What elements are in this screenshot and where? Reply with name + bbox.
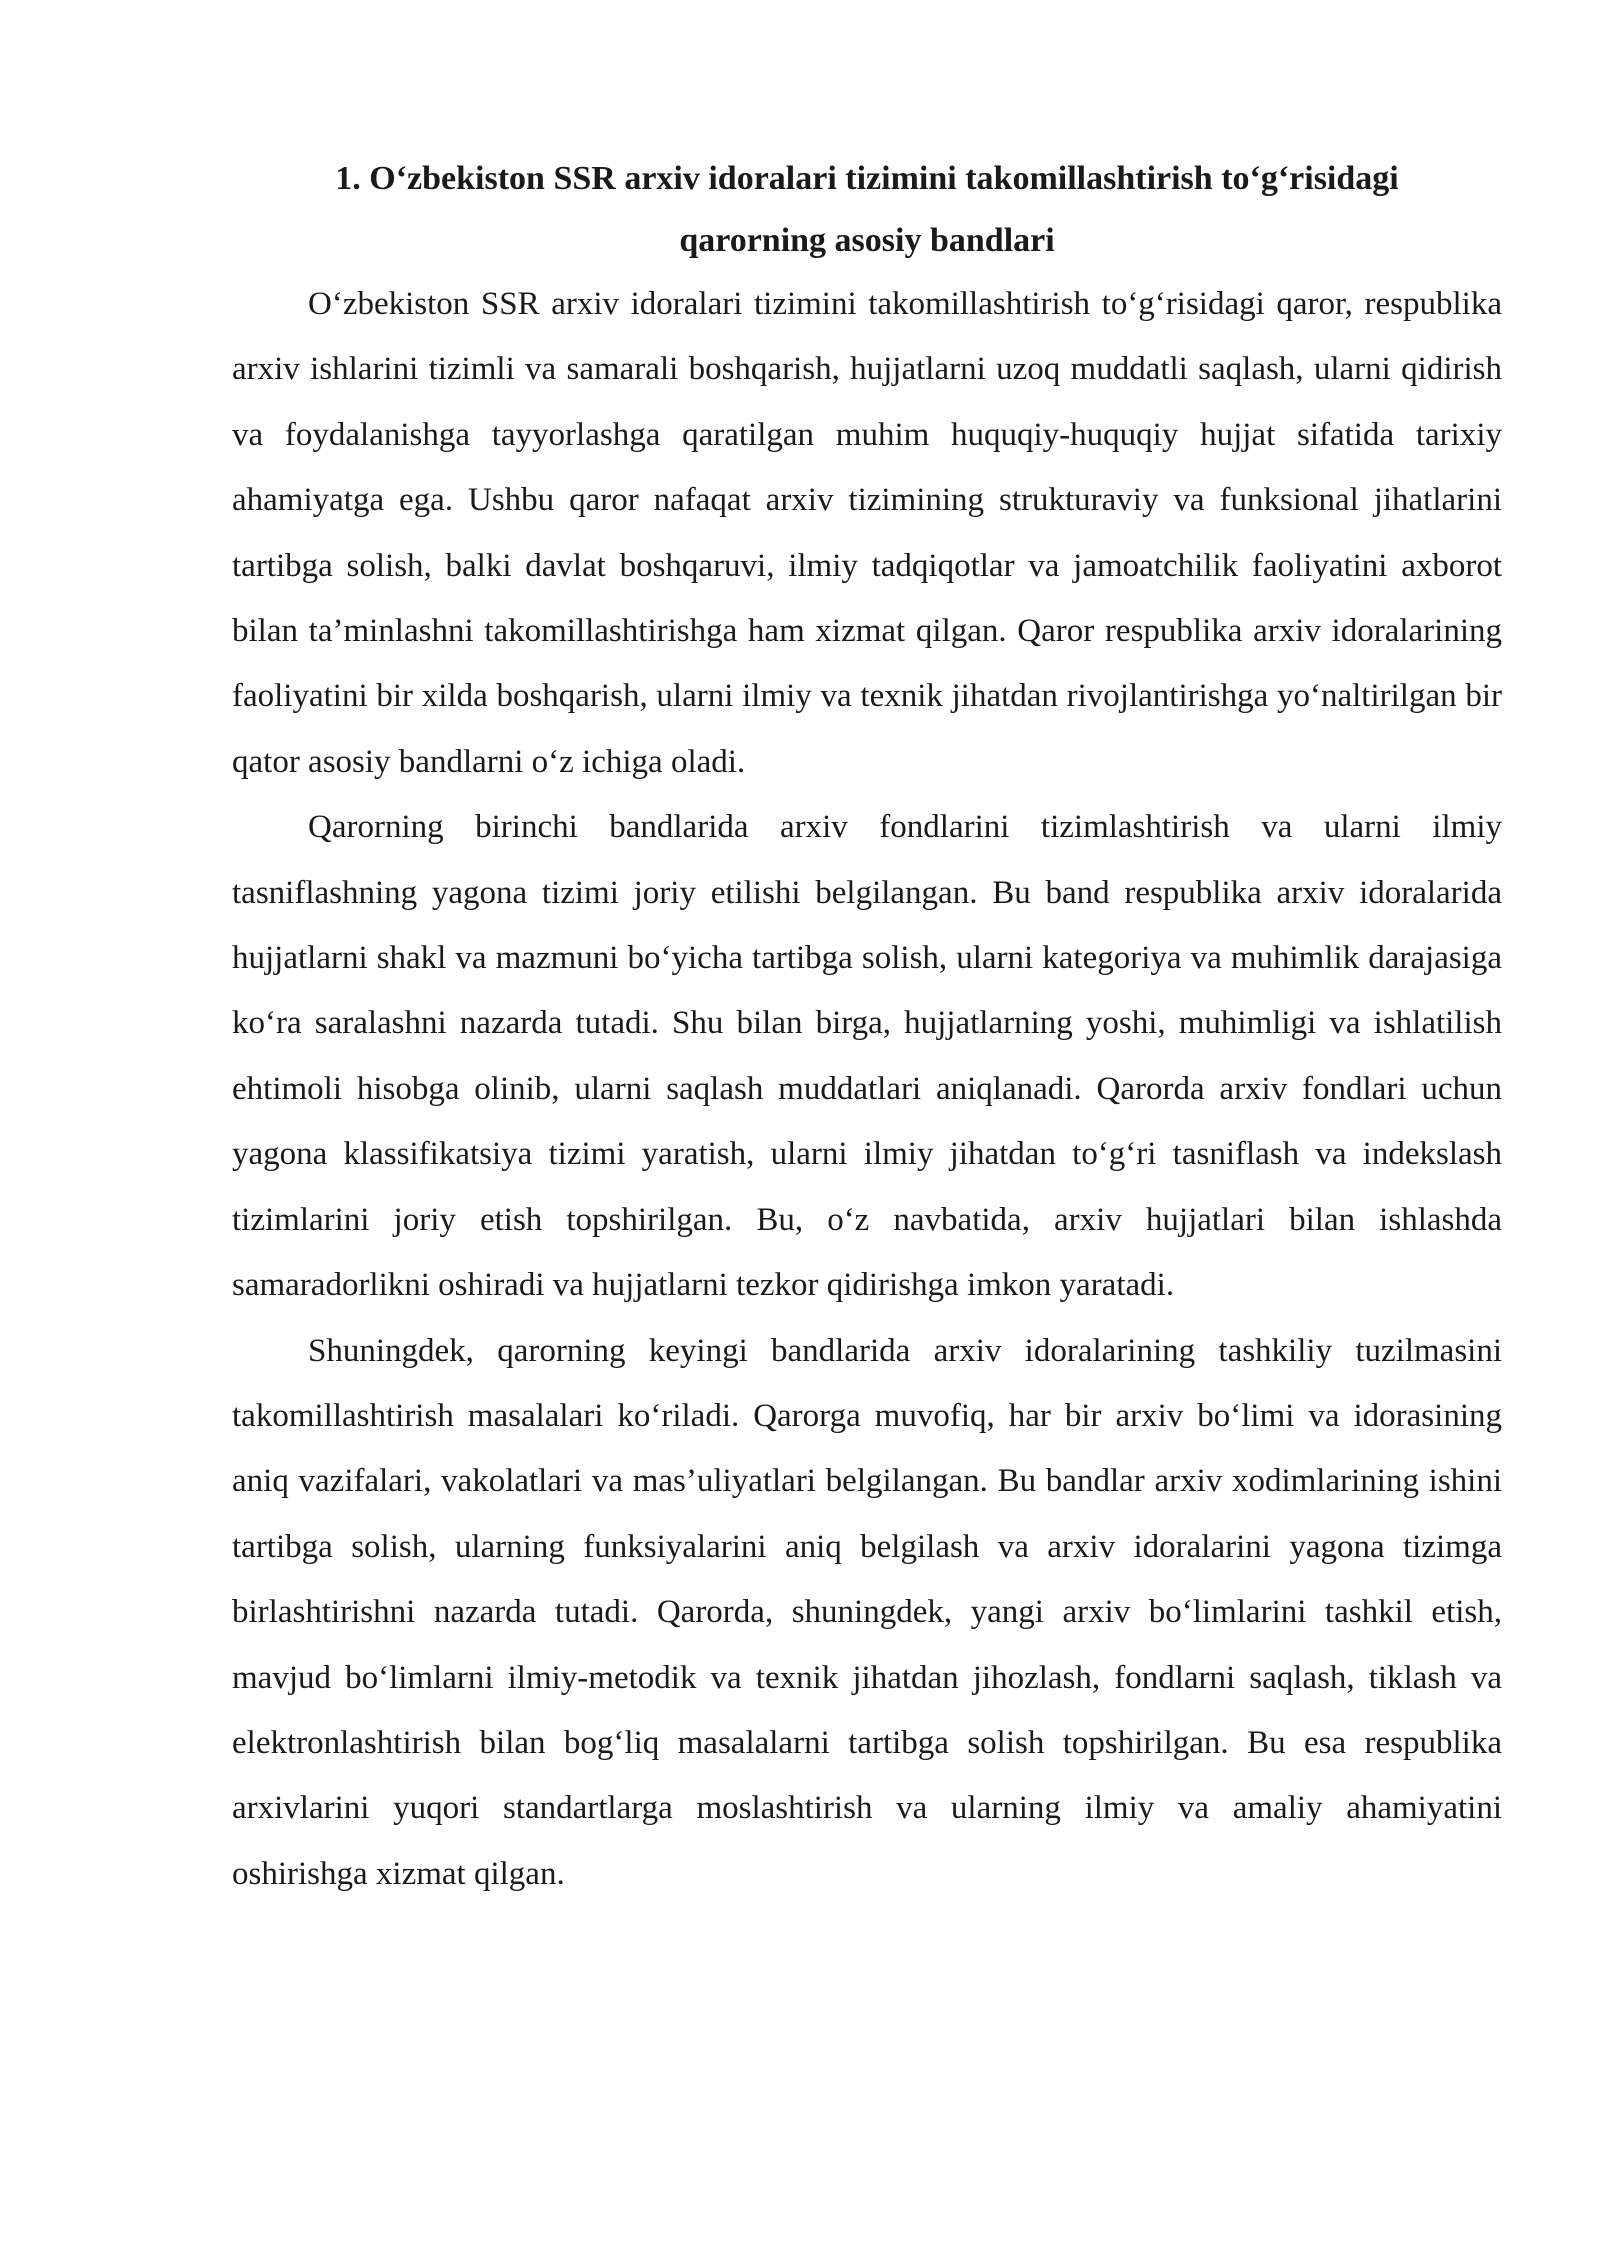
section-title-line-1: 1. O‘zbekiston SSR arxiv idoralari tizimini takomillashtirish to‘g‘risidagi — [335, 160, 1399, 197]
section-title — [232, 148, 1502, 272]
paragraph-1: O‘zbekiston SSR arxiv idoralari tizimini takomillashtirish to‘g‘risidagi qaror, respublika arxiv ishlarini tizimli va samarali boshqarish, hujjatlarni uzoq muddatli saqlash, ularni qidirish va foydalanishga tayyorlashga qaratilgan muhim huquqiy-huquqiy hujjat sifatida tarixiy ahamiyatga ega. Ushbu qaror nafaqat arxiv tizimining strukturaviy va funksional jihatlarini tartibga solish, balki davlat boshqaruvi, ilmiy tadqiqotlar va jamoatchilik faoliyatini axborot bilan ta’minlashni takomillashtirishga ham xizmat qilgan. Qaror respublika arxiv idoralarining faoliyatini bir xilda boshqarish, ularni ilmiy va texnik jihatdan rivojlantirishga yo‘naltirilgan bir qator asosiy bandlarni o‘z ichiga oladi. — [232, 286, 1502, 780]
paragraph-3: Shuningdek, qarorning keyingi bandlarida arxiv idoralarining tashkiliy tuzilmasini takomillashtirish masalalari ko‘riladi. Qarorga muvofiq, har bir arxiv bo‘limi va idorasining aniq vazifalari, vakolatlari va mas’uliyatlari belgilangan. Bu bandlar arxiv xodimlarining ishini tartibga solish, ularning funksiyalarini aniq belgilash va arxiv idoralarini yagona tizimga birlashtirishni nazarda tutadi. Qarorda, shuningdek, yangi arxiv bo‘limlarini tashkil etish, mavjud bo‘limlarni ilmiy-metodik va texnik jihatdan jihozlash, fondlarni saqlash, tiklash va elektronlashtirish bilan bog‘liq masalalarni tartibga solish topshirilgan. Bu esa respublika arxivlarini yuqori standartlarga moslashtirish va ularning ilmiy va amaliy ahamiyatini oshirishga xizmat qilgan. — [232, 1332, 1502, 1892]
document-body — [232, 148, 1502, 1907]
paragraph-2: Qarorning birinchi bandlarida arxiv fondlarini tizimlashtirish va ularni ilmiy tasniflashning yagona tizimi joriy etilishi belgilangan. Bu band respublika arxiv idoralarida hujjatlarni shakl va mazmuni bo‘yicha tartibga solish, ularni kategoriya va muhimlik darajasiga ko‘ra saralashni nazarda tutadi. Shu bilan birga, hujjatlarning yoshi, muhimligi va ishlatilish ehtimoli hisobga olinib, ularni saqlash muddatlari aniqlanadi. Qarorda arxiv fondlari uchun yagona klassifikatsiya tizimi yaratish, ularni ilmiy jihatdan to‘g‘ri tasniflash va indekslash tizimlarini joriy etish topshirilgan. Bu, o‘z navbatida, arxiv hujjatlari bilan ishlashda samaradorlikni oshiradi va hujjatlarni tezkor qidirishga imkon yaratadi. — [232, 809, 1502, 1304]
section-title-line-2: qarorning asosiy bandlari — [679, 222, 1055, 259]
